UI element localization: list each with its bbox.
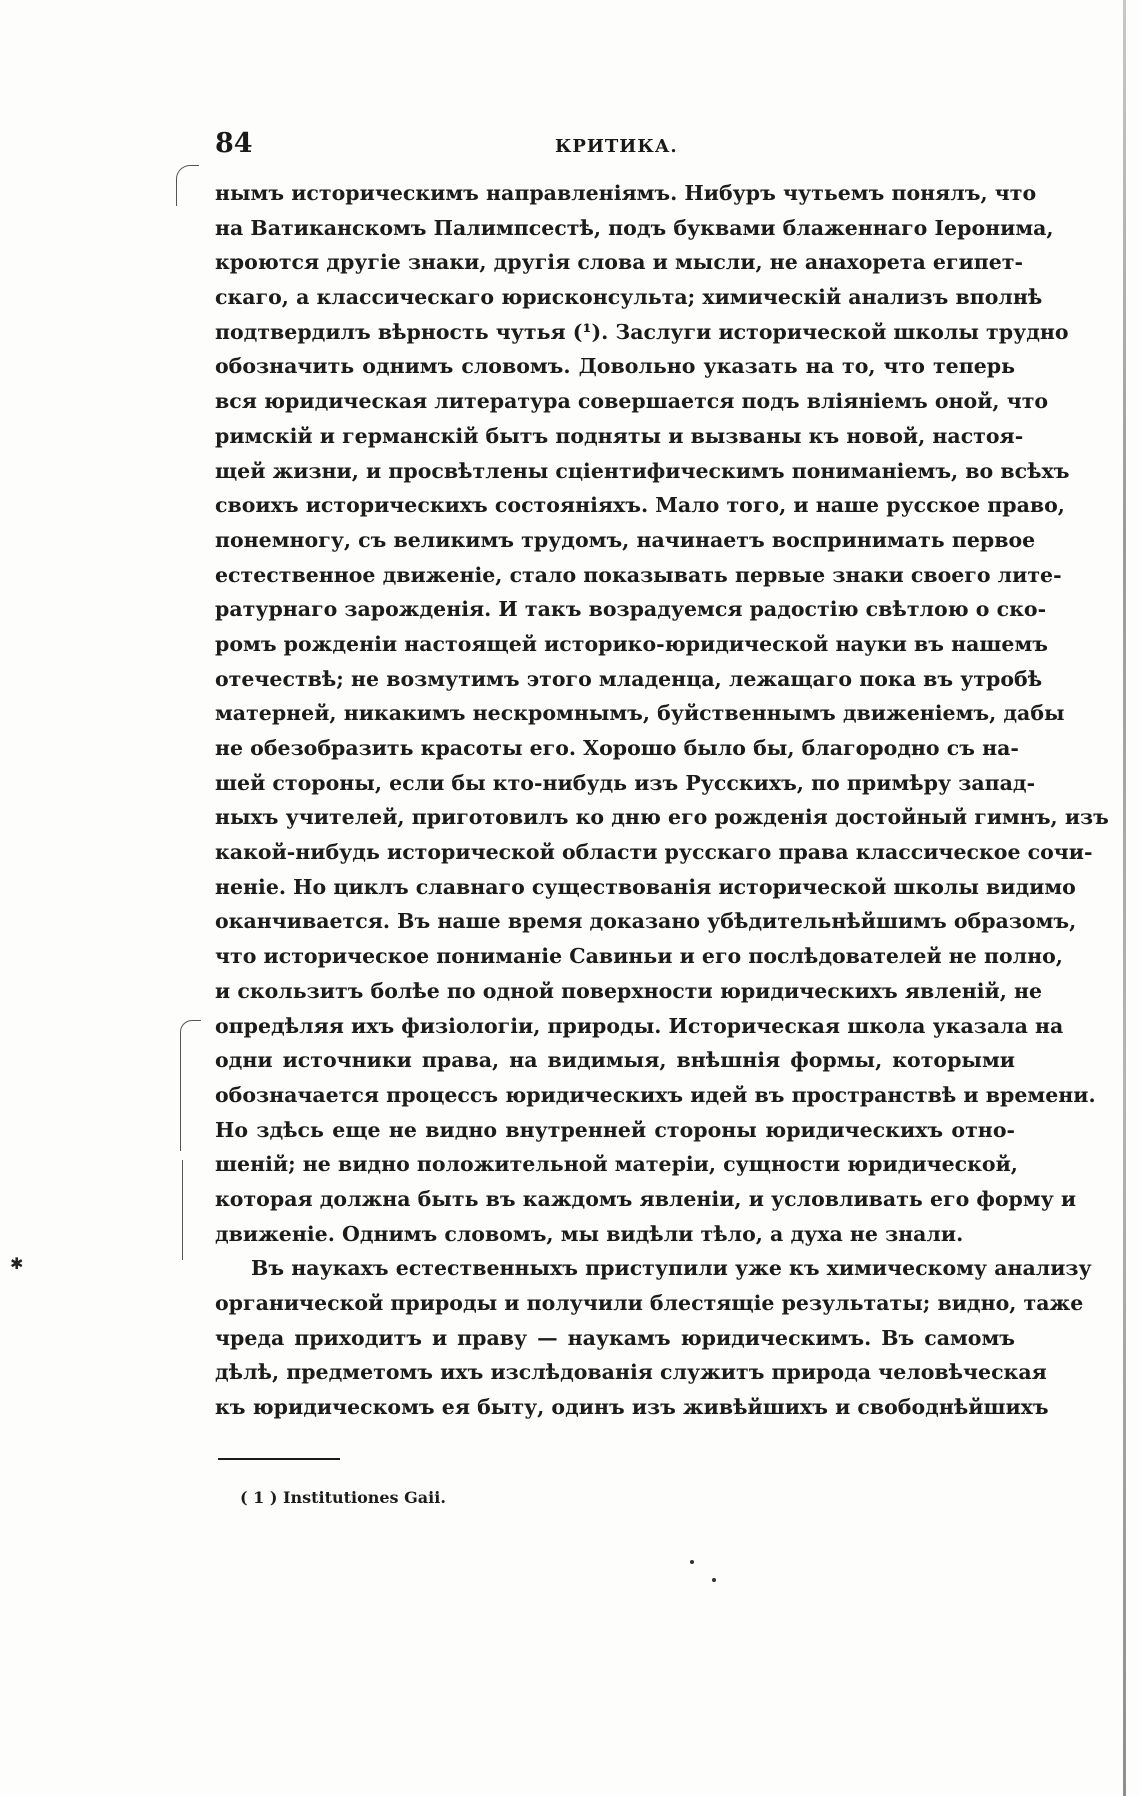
text-line: кроются другіе знаки, другія слова и мысли, не анахорета египет- xyxy=(215,250,1023,275)
text-line: своихъ историческихъ состояніяхъ. Мало того, и наше русское право, xyxy=(215,493,1065,518)
margin-line-mark xyxy=(182,1160,195,1260)
margin-asterisk-mark: ✱ xyxy=(10,1254,24,1273)
text-line: щей жизни, и просвѣтлены сціентифическимъ пониманіемъ, во всѣхъ xyxy=(215,458,1070,483)
text-line: къ юридическомъ ея быту, одинъ изъ живѣйшихъ и свободнѣйшихъ xyxy=(215,1395,1049,1420)
text-line: не обезобразить красоты его. Хорошо было бы, благородно съ на- xyxy=(215,736,1019,760)
text-line: ратурнаго зарожденія. И такъ возрадуемся радостію свѣтлою о ско- xyxy=(215,597,1047,622)
text-line: отечествѣ; не возмутимъ этого младенца, лежащаго пока въ утробѣ xyxy=(215,666,1043,691)
text-line: шеній; не видно положительной матеріи, сущности юридической, xyxy=(215,1152,1018,1177)
text-line: ромъ рожденіи настоящей историко-юридической науки въ нашемъ xyxy=(215,631,1049,656)
text-line: Но здѣсь еще не видно внутренней стороны юридическихъ отно- xyxy=(215,1117,1015,1142)
text-line: и скользитъ болѣе по одной поверхности юридическихъ явленій, не xyxy=(215,978,1043,1003)
text-line: неніе. Но циклъ славнаго существованія исторической школы видимо xyxy=(215,874,1076,899)
text-line: органической природы и получили блестящіе результаты; видно, таже xyxy=(215,1291,1084,1315)
text-line: скаго, а классическаго юрисконсульта; химическій анализъ вполнѣ xyxy=(215,285,1043,310)
footnote-rule xyxy=(218,1458,340,1460)
text-line: римскій и германскій бытъ подняты и вызваны къ новой, настоя- xyxy=(215,423,1024,448)
text-line: оканчивается. Въ наше время доказано убѣдительнѣйшимъ образомъ, xyxy=(215,909,1077,934)
text-line: дѣлѣ, предметомъ ихъ изслѣдованія служитъ природа человѣческая xyxy=(215,1360,1047,1385)
text-line: какой-нибудь исторической области русскаго права классическое сочи- xyxy=(215,840,1093,865)
text-line: чреда приходитъ и праву — наукамъ юридическимъ. Въ самомъ xyxy=(215,1325,1015,1350)
text-line: матерней, никакимъ нескромнымъ, буйственнымъ движеніемъ, дабы xyxy=(215,701,1065,726)
running-head xyxy=(215,128,1015,168)
scan-edge xyxy=(1123,0,1126,1796)
text-line: нымъ историческимъ направленіямъ. Нибуръ чутьемъ понялъ, что xyxy=(215,181,1037,205)
body-text xyxy=(215,176,1109,1425)
text-line: которая должна быть въ каждомъ явленіи, и условливать его форму и xyxy=(215,1186,1077,1211)
text-line: обозначается процессъ юридическихъ идей въ пространствѣ и времени. xyxy=(215,1082,1096,1107)
text-line: вся юридическая литература совершается подъ вліяніемъ оной, что xyxy=(215,389,1049,414)
footnote: ( 1 ) Institutiones Gaii. xyxy=(240,1488,446,1507)
ink-speck xyxy=(690,1560,694,1564)
text-line: ныхъ учителей, приготовилъ ко дню его рожденія достойный гимнъ, изъ xyxy=(215,805,1109,830)
text-line: обозначить однимъ словомъ. Довольно указать на то, что теперь xyxy=(215,354,1015,379)
ink-speck xyxy=(712,1578,716,1582)
text-line: одни источники права, на видимыя, внѣшнія формы, которыми xyxy=(215,1048,1015,1073)
margin-bracket-mark xyxy=(176,165,199,206)
text-line: Въ наукахъ естественныхъ приступили уже къ химическому анализу xyxy=(251,1256,1092,1281)
text-line: движеніе. Однимъ словомъ, мы видѣли тѣло, а духа не знали. xyxy=(215,1221,964,1246)
text-line: естественное движеніе, стало показывать первые знаки своего лите- xyxy=(215,562,1062,587)
text-line: шей стороны, если бы кто-нибудь изъ Русскихъ, по примѣру запад- xyxy=(215,770,1036,795)
text-line: подтвердилъ вѣрность чутья (¹). Заслуги исторической школы трудно xyxy=(215,319,1069,344)
text-line: на Ватиканскомъ Палимпсестѣ, подъ буквами блаженнаго Іеронима, xyxy=(215,215,1054,240)
section-title: КРИТИКА. xyxy=(555,136,678,157)
margin-bracket-mark xyxy=(180,1020,201,1151)
text-line: что историческое пониманіе Савиньи и его послѣдователей не полно, xyxy=(215,944,1063,969)
page-number: 84 xyxy=(215,128,253,159)
text-line: понемногу, съ великимъ трудомъ, начинаетъ воспринимать первое xyxy=(215,527,1036,552)
text-line: опредѣляя ихъ физіологіи, природы. Историческая школа указала на xyxy=(215,1013,1064,1038)
